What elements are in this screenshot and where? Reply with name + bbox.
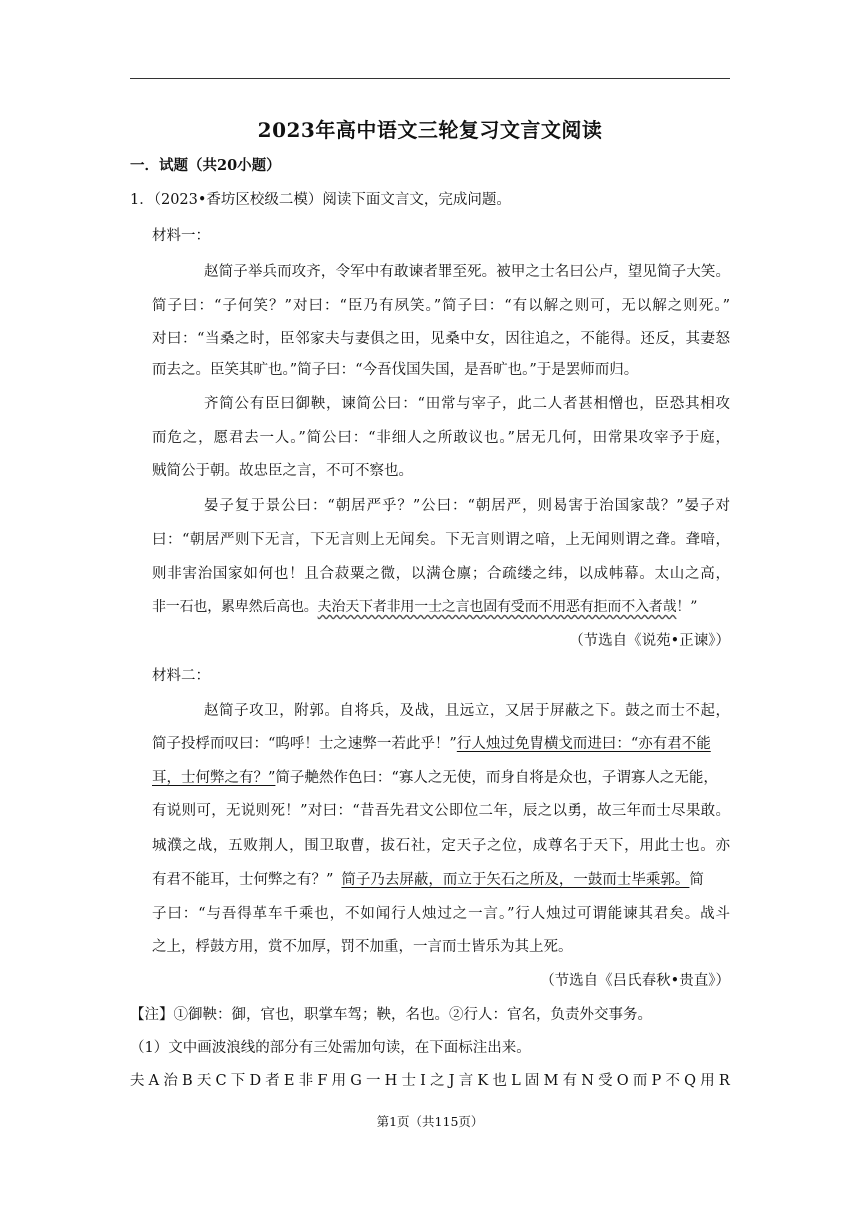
material2-source: （节选自《吕氏春秋•贵直》）	[540, 973, 730, 989]
material1-line: 贼简公于朝。故忠臣之言，不可不察也。	[152, 463, 413, 479]
material2-line: 有说则可，无说则死！”对曰：“昔吾先君文公即位二年，辰之以勇，故三年而士尽果敢。	[152, 803, 730, 819]
annotation-note: 【注】①御鞅：御，官也，职掌车驾；鞅，名也。②行人：官名，负责外交事务。	[130, 1007, 652, 1023]
material1-line-tail: ！”	[676, 599, 698, 615]
material2-line: 之上，桴鼓方用，赏不加厚，罚不加重，一言而士皆乐为其上死。	[152, 939, 573, 955]
material2-line: 简子投桴而叹曰：“呜呼！士之速弊一若此乎！”	[152, 736, 457, 752]
material1-line: 而危之，愿君去一人。”简公曰：“非细人之所敢议也。”居无几何，田常果攻宰予于庭，	[152, 430, 730, 446]
material1-line: 则非害治国家如何也！且合菽粟之微，以满仓廪；合疏缕之纬，以成帏幕。太山之高，	[152, 566, 730, 582]
material1-line: 非一石也，累卑然后高也。	[152, 599, 318, 615]
material2-line: 赵简子攻卫，附郭。自将兵，及战，且远立，又居于屏蔽之下。鼓之而士不起，	[204, 703, 730, 719]
material1-line: 赵简子举兵而攻齐，令军中有敢谏者罪至死。被甲之士名曰公卢，望见简子大笑。	[204, 264, 730, 280]
wavy-underlined-passage: 夫治天下者非用一士之言也固有受而不用恶有拒而不入者哉	[317, 599, 677, 615]
material2-line: 城濮之战，五败荆人，围卫取曹，拔石社，定天子之位，成尊名于天下，用此士也。亦	[152, 838, 730, 854]
material1-line: 简子曰：“子何笑？”对曰：“臣乃有夙笑。”简子曰：“有以解之则可，无以解之则死。”	[152, 298, 730, 314]
punctuation-options-line: 夫A治B天C下D者E非F用G一H士I之J言K也L固M有N受O而P不Q用R	[130, 1073, 730, 1089]
material2-line-tail: 简	[689, 872, 704, 888]
header-rule	[130, 78, 730, 79]
underlined-sentence-1: 行人烛过免胄横戈而进曰：“亦有君不能	[456, 736, 711, 752]
material1-label: 材料一：	[152, 228, 210, 244]
material1-line: 而去之。臣笑其旷也。”简子曰：“今吾伐国失国，是吾旷也。”于是罢师而归。	[152, 362, 639, 378]
material1-line: 齐简公有臣曰御鞅，谏简公曰：“田常与宰子，此二人者甚相憎也，臣恐其相攻	[204, 396, 730, 412]
underlined-sentence-2: 简子乃去屏蔽，而立于矢石之所及，一鼓而士毕乘郭。	[341, 872, 690, 888]
material2-line: 简子艴然作色曰：“寡人之无使，而身自将是众也，子谓寡人之无能，	[275, 770, 718, 786]
underlined-sentence-1-cont: 耳，士何弊之有？”	[152, 770, 276, 786]
material2-line-with-underline	[152, 734, 711, 754]
material2-line-with-underline	[152, 870, 704, 890]
material1-line: 曰：“朝居严则下无言，下无言则上无闻矣。下无言则谓之喑，上无闻则谓之聋。聋喑，	[152, 532, 730, 548]
material2-line-with-underline	[152, 768, 730, 788]
sub-question-1: （1）文中画波浪线的部分有三处需加句读，在下面标注出来。	[130, 1040, 531, 1056]
material1-source: （节选自《说苑•正谏》）	[569, 633, 730, 649]
material1-line: 对曰：“当桑之时，臣邻家夫与妻俱之田，见桑中女，因往追之，不能得。还反，其妻怒	[152, 331, 730, 347]
material1-line: 晏子复于景公曰：“朝居严乎？”公曰：“朝居严，则曷害于治国家哉？”晏子对	[204, 498, 730, 514]
material2-line: 子曰：“与吾得革车千乘也，不如闻行人烛过之一言。”行人烛过可谓能谏其君矣。战斗	[152, 906, 730, 922]
section-heading: 一．试题（共20小题）	[130, 157, 281, 174]
material2-label: 材料二：	[152, 668, 210, 684]
material1-line-wavy	[152, 597, 697, 617]
page-footer: 第1页（共115页）	[376, 1114, 484, 1129]
question-intro: 1．（2023•香坊区校级二模）阅读下面文言文，完成问题。	[130, 192, 511, 208]
material2-line: 有君不能耳，士何弊之有？”	[152, 872, 334, 888]
document-title: 2023年高中语文三轮复习文言文阅读	[257, 118, 603, 142]
